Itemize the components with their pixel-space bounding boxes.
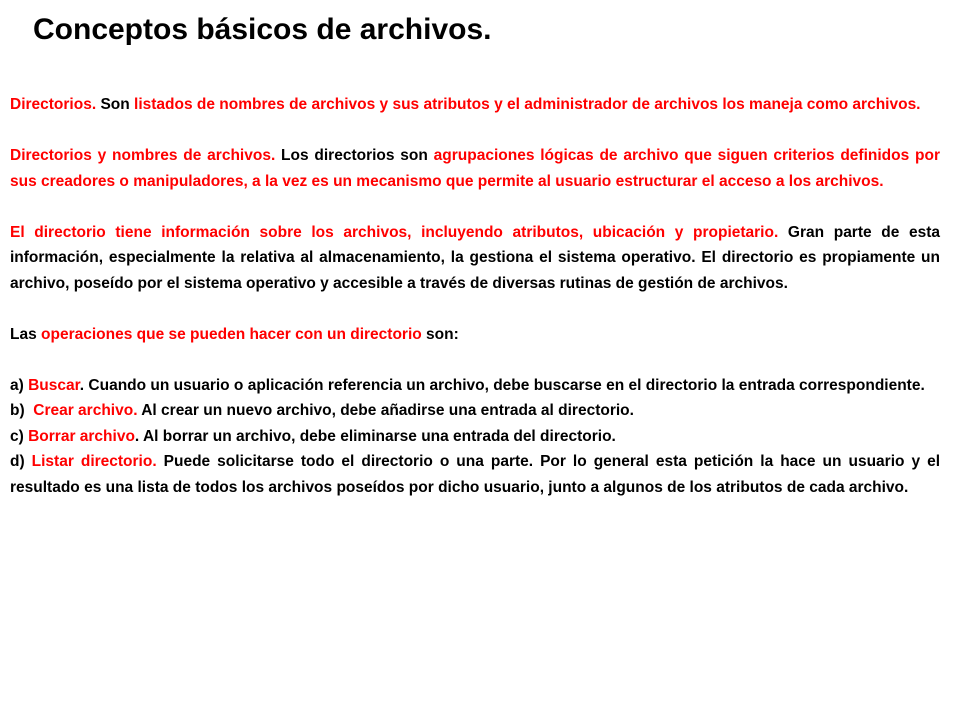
operation-text-crear: Al crear un nuevo archivo, debe añadirse una entrada al directorio. [137, 402, 634, 419]
operation-crear [10, 398, 940, 424]
operation-borrar [10, 424, 940, 450]
text-directorios-son: Los directorios son [275, 147, 434, 164]
term-directorios-nombres: Directorios y nombres de archivos. [10, 147, 276, 164]
spacer [10, 347, 940, 373]
slide-title: Conceptos básicos de archivos. [33, 13, 492, 46]
term-directorios: Directorios. [10, 96, 97, 113]
definition-directorios: listados de nombres de archivos y sus atributos y el administrador de archivos los maneja como archivos. [134, 96, 921, 113]
operation-text-borrar: . Al borrar un archivo, debe eliminarse una entrada del directorio. [134, 427, 616, 445]
operation-name-crear: Crear archivo. [33, 402, 138, 419]
term-operaciones: operaciones que se pueden hacer con un directorio [41, 325, 422, 343]
operation-name-buscar: Buscar [28, 376, 80, 394]
spacer [10, 118, 940, 144]
operation-text-buscar: . Cuando un usuario o aplicación referencia un archivo, debe buscarse en el directorio la entrada correspondiente. [79, 376, 925, 394]
paragraph-operaciones [10, 322, 940, 348]
paragraph-informacion [10, 220, 940, 297]
text-son-colon: son: [421, 325, 459, 343]
text-gestion-so: Gran parte de esta información, especialmente la relativa al almacenamiento, la gestiona el sistema operativo. El directorio es propiamente un archivo, poseído por el sistema operativo y accesible a través de diversas rutinas de gestión de archivos. [10, 223, 940, 292]
operation-label-c: c) [10, 427, 29, 445]
definition-agrupaciones: agrupaciones lógicas de archivo que siguen criterios definidos por sus creadores o manipuladores, a la vez es un mecanismo que permite al usuario estructurar el acceso a los archivos. [10, 147, 940, 190]
operation-name-borrar: Borrar archivo [28, 427, 135, 445]
slide-body [10, 92, 940, 500]
operation-listar [10, 449, 940, 500]
operation-label-b: b) [10, 402, 34, 419]
text-las: Las [10, 325, 42, 343]
operation-label-a: a) [10, 376, 29, 394]
operation-label-d: d) [10, 453, 32, 470]
spacer [10, 296, 940, 322]
spacer [10, 194, 940, 220]
operation-name-listar: Listar directorio. [31, 453, 157, 470]
text-son: Son [96, 96, 135, 113]
operation-text-listar: Puede solicitarse todo el directorio o una parte. Por lo general esta petición la hace un usuario y el resultado es una lista de todos los archivos poseídos por dicho usuario, junto a algunos de los atributos de cada archivo. [10, 453, 941, 496]
paragraph-directorios-nombres [10, 143, 940, 194]
operation-buscar [10, 373, 940, 399]
statement-informacion: El directorio tiene información sobre los archivos, incluyendo atributos, ubicación y propietario. [10, 223, 779, 241]
paragraph-directorios [10, 92, 940, 118]
